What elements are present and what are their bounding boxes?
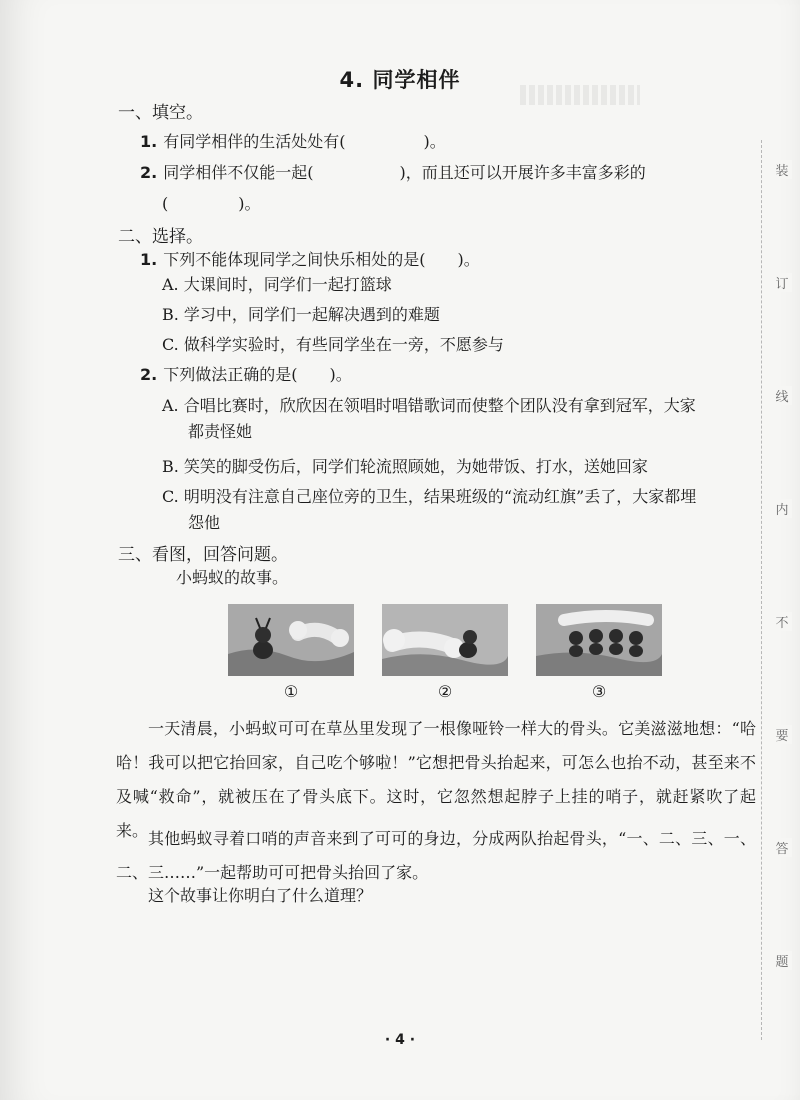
section-heading-picture: 三、看图，回答问题。 [118, 545, 288, 565]
fill-question-2 [140, 160, 646, 183]
fill-question-2-line2 [162, 191, 261, 214]
binding-char: 装 [772, 160, 792, 179]
binding-char: 订 [772, 273, 792, 292]
story-caption: 小蚂蚁的故事。 [176, 568, 289, 587]
section-heading-fill: 一、填空。 [118, 103, 203, 123]
picture-number: ① [283, 682, 299, 701]
question-text-end: )。 [238, 194, 261, 213]
story-question: 这个故事让你明白了什么道理？ [148, 886, 373, 905]
choice-question-1 [140, 247, 480, 270]
binding-char: 题 [772, 951, 792, 970]
ant-under-bone-picture [382, 604, 508, 676]
question-text: ( [162, 194, 169, 213]
choice-option[interactable]: A. 合唱比赛时，欣欣因在领唱时唱错歌词而使整个团队没有拿到冠军，大家 [162, 396, 696, 415]
choice-option[interactable]: B. 学习中，同学们一起解决遇到的难题 [162, 305, 440, 324]
section-heading-choice: 二、选择。 [118, 227, 203, 247]
ant-bone-picture [228, 604, 354, 676]
page-number: · 4 · [384, 1032, 416, 1048]
question-text-end: )。 [423, 132, 446, 151]
binding-char: 不 [772, 612, 792, 631]
question-text: 下列不能体现同学之间快乐相处的是( )。 [163, 250, 480, 269]
binding-char: 内 [772, 499, 792, 518]
picture-number: ② [437, 682, 453, 701]
choice-option[interactable]: B. 笑笑的脚受伤后，同学们轮流照顾她，为她带饭、打水，送她回家 [162, 457, 648, 476]
story-paragraph-2: 其他蚂蚁寻着口哨的声音来到了可可的身边，分成两队抬起骨头，“一、二、三、一、二、三……”一起帮助可可把骨头抬回了家。 [116, 829, 756, 882]
question-number: 1. [140, 250, 158, 269]
fill-question-1 [140, 129, 446, 152]
question-number: 2. [140, 163, 158, 182]
question-text-cont: )，而且还可以开展许多丰富多彩的 [399, 163, 646, 182]
question-text: 下列做法正确的是( )。 [163, 365, 352, 384]
page-title: 4. 同学相伴 [339, 68, 461, 92]
choice-option[interactable]: C. 明明没有注意自己座位旁的卫生，结果班级的“流动红旗”丢了，大家都埋 [162, 487, 697, 506]
binding-char: 线 [772, 386, 792, 405]
choice-option-cont: 都责怪她 [188, 422, 253, 441]
question-number: 2. [140, 365, 158, 384]
picture-number: ③ [591, 682, 607, 701]
ants-carry-bone-picture [536, 604, 662, 676]
story-paragraph-1: 一天清晨，小蚂蚁可可在草丛里发现了一根像哑铃一样大的骨头。它美滋滋地想：“哈哈！我可以把它抬回家，自己吃个够啦！”它想把骨头抬起来，可怎么也抬不动，甚至来不及喊“救命”，就被压在了骨头底下。这时，它忽然想起脖子上挂的哨子，就赶紧吹了起来。 [116, 719, 756, 840]
choice-option[interactable]: C. 做科学实验时，有些同学坐在一旁，不愿参与 [162, 335, 504, 354]
binding-char: 要 [772, 725, 792, 744]
choice-option[interactable]: A. 大课间时，同学们一起打篮球 [162, 275, 392, 294]
binding-line [761, 140, 792, 1040]
binding-char: 答 [772, 838, 792, 857]
story-pictures [228, 604, 668, 704]
choice-question-2 [140, 362, 352, 385]
question-number: 1. [140, 132, 158, 151]
choice-option-cont: 怨他 [188, 513, 221, 532]
question-text: 有同学相伴的生活处处有( [163, 132, 346, 151]
question-text: 同学相伴不仅能一起( [163, 163, 314, 182]
